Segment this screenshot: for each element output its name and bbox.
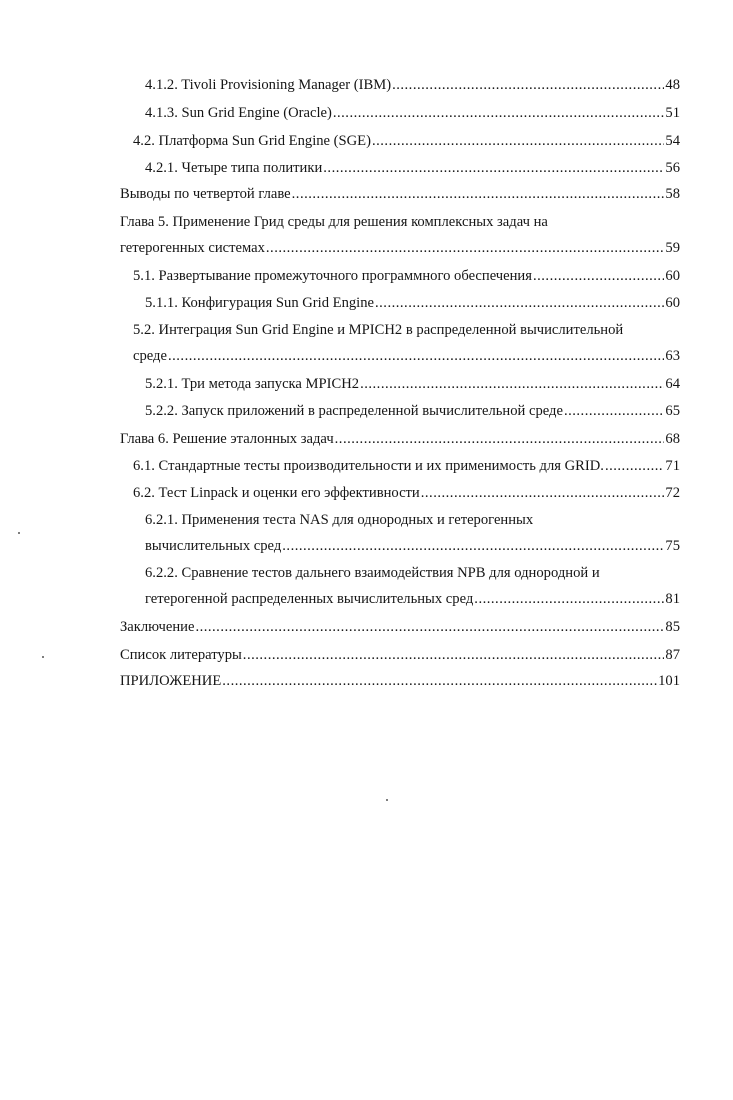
- toc-entry-title: 4.2.1. Четыре типа политики: [145, 160, 323, 176]
- toc-entry-conclusion: [120, 614, 680, 640]
- toc-entry-title-line1: Глава 5. Применение Грид среды для решения комплексных задач на: [120, 214, 548, 230]
- toc-entry-title-line1: 5.2. Интеграция Sun Grid Engine и MPICH2 в распределенной вычислительной: [133, 322, 624, 338]
- toc-entry-6-1: [133, 453, 680, 479]
- scan-speck: [18, 532, 20, 534]
- scan-speck: [42, 656, 44, 658]
- toc-entry-title: 6.2. Тест Linpack и оценки его эффективности: [133, 485, 420, 501]
- toc-page-number: 65: [665, 403, 680, 419]
- toc-page-number: 87: [665, 647, 680, 663]
- toc-page-number: 63: [665, 348, 680, 364]
- toc-entry-6-2-2: [145, 560, 680, 612]
- toc-entry-title: 4.2. Платформа Sun Grid Engine (SGE): [133, 133, 371, 149]
- toc-entry-title: 5.2.1. Три метода запуска MPICH2: [145, 376, 360, 392]
- toc-entry-chapter-6: [120, 426, 680, 452]
- toc-entry-title: 5.2.2. Запуск приложений в распределенной вычислительной среде: [145, 403, 563, 419]
- toc-page-number: 60: [665, 295, 680, 311]
- toc-entry-4-2: [133, 128, 680, 154]
- toc-entry-title: 6.1. Стандартные тесты производительности и их применимость для GRID.: [133, 458, 604, 474]
- toc-entry-title-line2: среде: [133, 348, 167, 364]
- toc-entry-5-2: [133, 317, 680, 369]
- toc-entry-title: 4.1.2. Tivoli Provisioning Manager (IBM): [145, 77, 392, 93]
- toc-entry-title: 5.1.1. Конфигурация Sun Grid Engine: [145, 295, 374, 311]
- toc-entry-5-1: [133, 263, 680, 289]
- toc-page-number: 54: [665, 133, 680, 149]
- toc-entry-chapter-5: [120, 209, 680, 261]
- toc-page-number: 68: [665, 431, 680, 447]
- toc-page-number: 58: [665, 186, 680, 202]
- toc-page-number: 56: [665, 160, 680, 176]
- toc-entry-title: 5.1. Развертывание промежуточного программного обеспечения: [133, 268, 532, 284]
- toc-entry-5-2-1: [145, 371, 680, 397]
- toc-page-number: 48: [665, 77, 680, 93]
- toc-page-number: 59: [665, 240, 680, 256]
- toc-entry-title: Заключение: [120, 619, 195, 635]
- toc-entry-title-line2: вычислительных сред: [145, 538, 282, 554]
- toc-entry-title: Глава 6. Решение эталонных задач: [120, 431, 334, 447]
- toc-entry-4-1-2: [145, 72, 680, 98]
- toc-entry-5-2-2: [145, 398, 680, 424]
- toc-entry-title: Выводы по четвертой главе: [120, 186, 291, 202]
- toc-entry-4-2-1: [145, 155, 680, 181]
- toc-page-number: 85: [665, 619, 680, 635]
- toc-page-number: 81: [665, 591, 680, 607]
- toc-entry-title-line2: гетерогенных системах: [120, 240, 265, 256]
- toc-page-number: 60: [665, 268, 680, 284]
- toc-page-number: 51: [665, 105, 680, 121]
- toc-entry-appendix: [120, 668, 680, 694]
- toc-entry-references: [120, 642, 680, 668]
- toc-page-number: 71: [665, 458, 680, 474]
- toc-entry-title: Список литературы: [120, 647, 242, 663]
- toc-entry-title-line1: 6.2.1. Применения теста NAS для однородных и гетерогенных: [145, 512, 534, 528]
- toc-entry-6-2: [133, 480, 680, 506]
- toc-page-number: 64: [665, 376, 680, 392]
- toc-page-number: 75: [665, 538, 680, 554]
- toc-entry-title-line2: гетерогенной распределенных вычислительных сред: [145, 591, 474, 607]
- toc-entry-title: 4.1.3. Sun Grid Engine (Oracle): [145, 105, 332, 121]
- toc-entry-title: ПРИЛОЖЕНИЕ: [120, 673, 222, 689]
- toc-page-number: 101: [658, 673, 680, 689]
- scan-speck: [386, 799, 388, 801]
- toc-entry-5-1-1: [145, 290, 680, 316]
- toc-entry-conclusions-ch4: [120, 181, 680, 207]
- toc-entry-6-2-1: [145, 507, 680, 559]
- toc-entry-title-line1: 6.2.2. Сравнение тестов дальнего взаимодействия NPB для однородной и: [145, 565, 600, 581]
- toc-page-number: 72: [665, 485, 680, 501]
- toc-entry-4-1-3: [145, 100, 680, 126]
